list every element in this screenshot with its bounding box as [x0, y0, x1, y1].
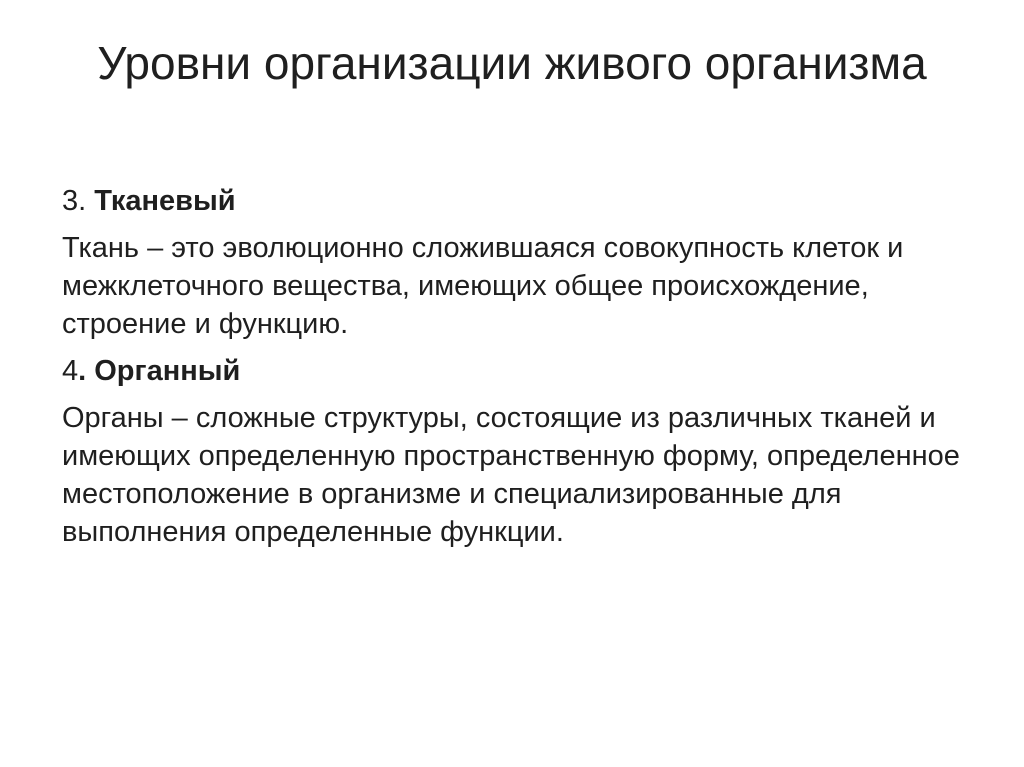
section-text-organ: Органы – сложные структуры, состоящие из различных тканей и имеющих определенную пространственную форму, определенное местоположение в организме и специализированные для выполнения определенные функции.	[62, 402, 960, 548]
section-text-tissue: Ткань – это эволюционно сложившаяся совокупность клеток и межклеточного вещества, имеющих общее происхождение, строение и функцию.	[62, 232, 904, 340]
section-number: 3.	[62, 185, 95, 217]
section-heading-tissue	[62, 182, 962, 220]
section-name: Тканевый	[94, 185, 236, 217]
section-name: . Органный	[78, 355, 241, 387]
section-number: 4	[62, 355, 79, 387]
section-heading-organ	[62, 352, 962, 390]
slide-title: Уровни организации живого организма	[97, 37, 927, 89]
slide-body	[62, 182, 962, 560]
